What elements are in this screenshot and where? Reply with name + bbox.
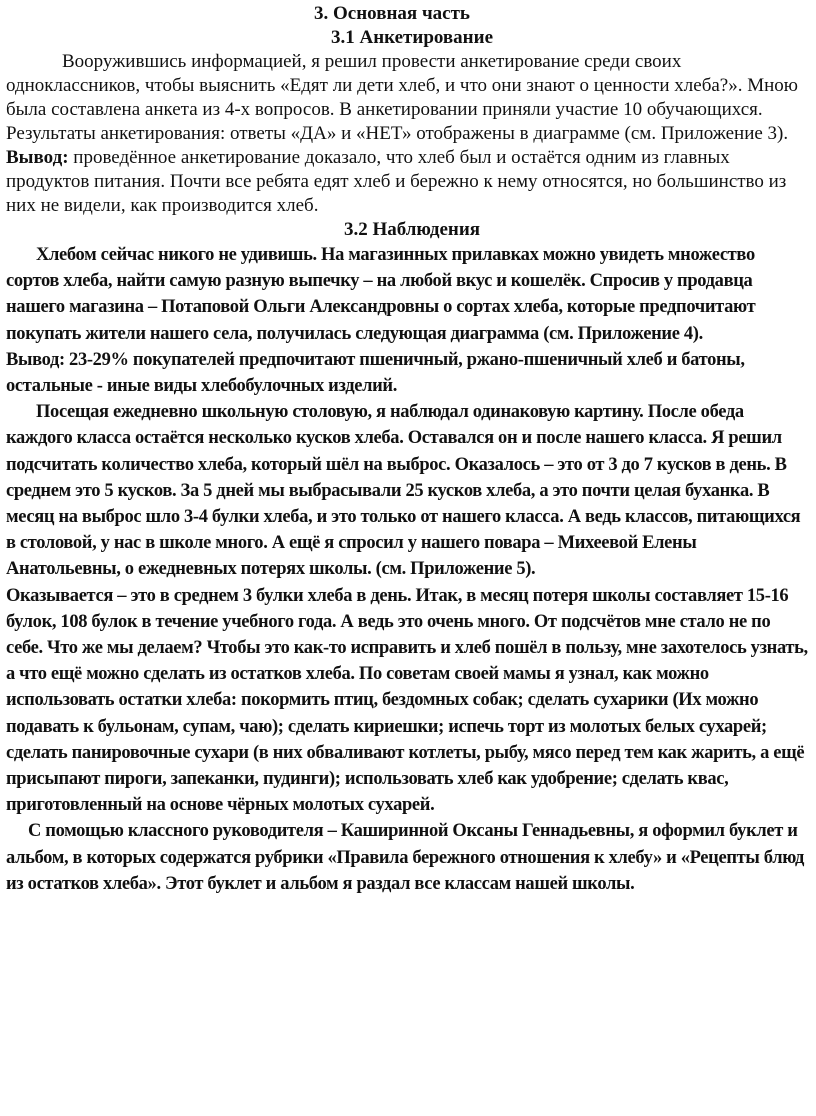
observation-paragraph-2: Посещая ежедневно школьную столовую, я наблюдал одинаковую картину. После обеда каждого класса остаётся несколько кусков хлеба. Оставался он и после нашего класса. Я решил подсчитать количество хлеба, который шёл на выброс. Оказалось – это от 3 до 7 кусков в день. В среднем это 5 кусков. За 5 дней мы выбрасывали 25 кусков хлеба, а это почти целая буханка. В месяц на выброс шло 3-4 булки хлеба, и это только от нашего класса. А ведь классов, питающихся в столовой, у нас в школе много. А ещё я спросил у нашего повара – Михеевой Елены Анатольевны, о ежедневных потерях школы. (см. Приложение 5). bbox=[6, 402, 801, 580]
observation-paragraph-3: Оказывается – это в среднем 3 булки хлеба в день. Итак, в месяц потеря школы составляет 15-16 булок, 108 булок в течение учебного года. А ведь это очень много. От подсчётов мне стало не по себе. Что же мы делаем? Чтобы это как-то исправить и хлеб пошёл в пользу, мне захотелось узнать, а что ещё можно сделать из остатков хлеба. По советам своей мамы я узнал, как можно использовать остатки хлеба: покормить птиц, бездомных собак; сделать сухарики (Их можно подавать к бульонам, супам, чаю); сделать кириешки; испечь торт из молотых белых сухарей; сделать панировочные сухари (в них обваливают котлеты, рыбу, мясо перед тем как жарить, а ещё присыпают пироги, запеканки, пудинги); использовать хлеб как удобрение; сделать квас, приготовленный на основе чёрных молотых сухарей. bbox=[6, 585, 808, 816]
conclusion-label: Вывод: bbox=[6, 147, 69, 168]
observation-conclusion: Вывод: 23-29% покупателей предпочитают пшеничный, ржано-пшеничный хлеб и батоны, остальные - иные виды хлебобулочных изделий. bbox=[6, 349, 745, 397]
survey-conclusion bbox=[6, 146, 808, 218]
subsection-title-survey: 3.1 Анкетирование bbox=[330, 27, 494, 48]
survey-paragraph: Вооружившись информацией, я решил провести анкетирование среди своих одноклассников, чтобы выяснить «Едят ли дети хлеб, и что они знают о ценности хлеба?». Мною была составлена анкета из 4-х вопросов. В анкетировании приняли участие 10 обучающихся. Результаты анкетирования: ответы «ДА» и «НЕТ» отображены в диаграмме (см. Приложение 3). bbox=[6, 51, 798, 144]
subsection-title-observations: 3.2 Наблюдения bbox=[343, 219, 481, 240]
observation-paragraph-1: Хлебом сейчас никого не удивишь. На магазинных прилавках можно увидеть множество сортов хлеба, найти самую разную выпечку – на любой вкус и кошелёк. Спросив у продавца нашего магазина – Потаповой Ольги Александровны о сортах хлеба, которые предпочитают покупать жители нашего села, получилась следующая диаграмма (см. Приложение 4). bbox=[6, 245, 756, 344]
conclusion-text: проведённое анкетирование доказало, что хлеб был и остаётся одним из главных продуктов питания. Почти все ребята едят хлеб и бережно к нему относятся, но большинство из них не видели, как производится хлеб. bbox=[6, 147, 787, 216]
observation-paragraph-4: С помощью классного руководителя – Каширинной Оксаны Геннадьевны, я оформил буклет и альбом, в которых содержатся рубрики «Правила бережного отношения к хлебу» и «Рецепты блюд из остатков хлеба». Этот буклет и альбом я раздал все классам нашей школы. bbox=[6, 821, 804, 894]
section-title: 3. Основная часть bbox=[314, 3, 470, 24]
